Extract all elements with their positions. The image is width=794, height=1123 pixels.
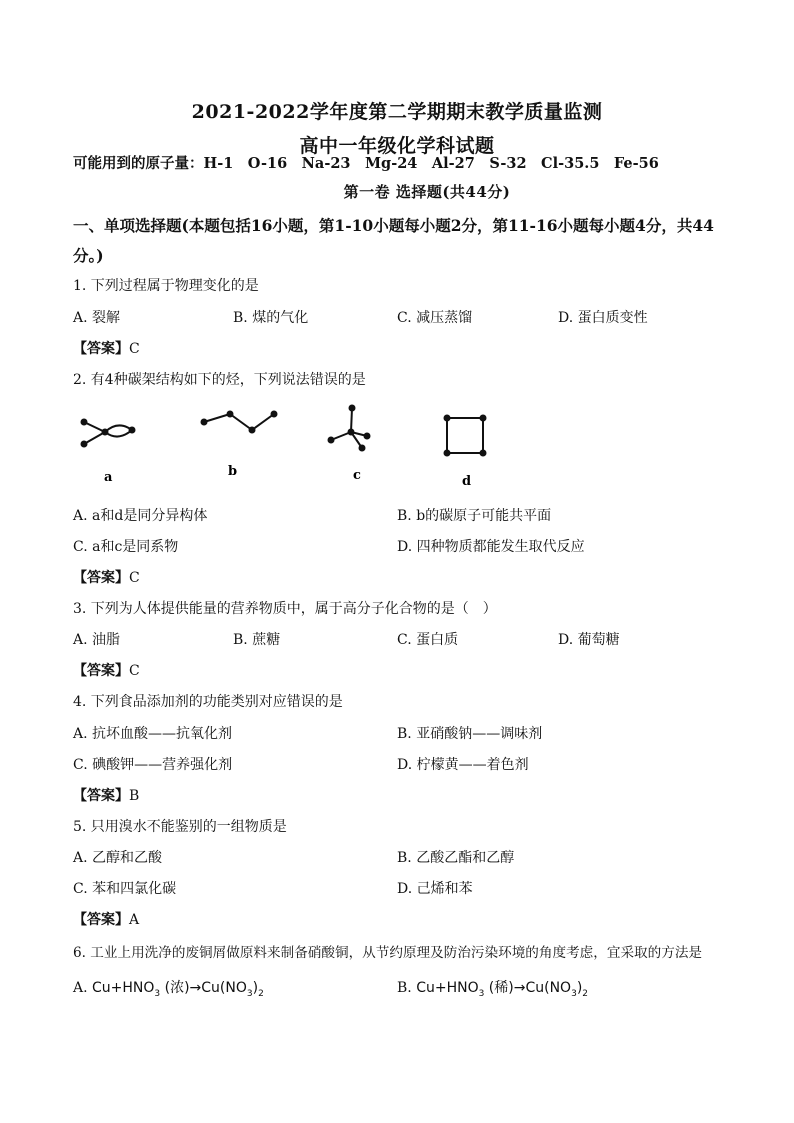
figure-label-c: c [353, 468, 361, 483]
figure-label-d: d [462, 474, 472, 489]
exam-subtitle: 高中一年级化学科试题 [299, 135, 495, 157]
question-3-option-b: B. 蔗糖 [233, 632, 281, 648]
reaction-arrow: → [513, 980, 526, 996]
question-5-stem: 5. 只用溴水不能鉴别的一组物质是 [73, 819, 287, 835]
reaction-arrow: → [189, 980, 202, 996]
answer-value: C [129, 341, 140, 357]
answer-tag: 【答案】 [73, 341, 129, 357]
question-1-option-d: D. 蛋白质变性 [558, 310, 648, 326]
question-2-stem: 2. 有4种碳架结构如下的烃，下列说法错误的是 [73, 372, 366, 388]
product: Cu(NO [201, 980, 247, 996]
product-close: ) [252, 980, 259, 996]
reaction-formula [92, 980, 264, 999]
question-5-option-d: D. 己烯和苯 [397, 881, 473, 897]
reactant: Cu+HNO [92, 980, 155, 996]
question-6-option-a [73, 977, 264, 999]
question-4-option-c: C. 碘酸钾——营养强化剂 [73, 757, 233, 773]
question-1-answer [73, 338, 140, 358]
question-3-stem: 3. 下列为人体提供能量的营养物质中，属于高分子化合物的是（ ） [73, 601, 497, 617]
reactant-subscript: 3 [154, 988, 161, 999]
product-coefficient: 2 [258, 988, 264, 999]
figure-label-b: b [228, 464, 238, 479]
question-4-option-b: B. 亚硝酸钠——调味剂 [397, 726, 543, 742]
question-3-option-d: D. 葡萄糖 [558, 632, 620, 648]
product-coefficient: 2 [582, 988, 589, 999]
figure-label-a: a [104, 470, 113, 485]
question-1-option-b: B. 煤的气化 [233, 310, 309, 326]
section-heading-line1: 一、单项选择题(本题包括16小题，第1-10小题每小题2分，第11-16小题每小题4分，共44 [73, 216, 714, 235]
question-6-option-b [397, 977, 588, 999]
question-3-option-c: C. 蛋白质 [397, 632, 459, 648]
answer-value: B [129, 788, 140, 804]
answer-tag: 【答案】 [73, 663, 129, 679]
product: Cu(NO [525, 980, 572, 996]
product-subscript: 3 [246, 988, 253, 999]
condition: (稀) [488, 980, 514, 996]
exam-title: 2021-2022学年度第二学期期末教学质量监测 [191, 101, 603, 123]
question-2-option-a: A. a和d是同分异构体 [73, 508, 208, 524]
reactant: Cu+HNO [416, 980, 479, 996]
question-6-stem: 6. 工业上用洗净的废铜屑做原料来制备硝酸铜，从节约原理及防治污染环境的角度考虑，宜采取的方法是 [73, 945, 703, 961]
answer-tag: 【答案】 [73, 788, 129, 804]
volume-heading: 第一卷 选择题(共44分) [343, 183, 511, 201]
question-1-option-c: C. 减压蒸馏 [397, 310, 473, 326]
question-1-option-a: A. 裂解 [73, 310, 121, 326]
section-heading-line2: 分。) [73, 246, 104, 265]
question-5-answer [73, 909, 139, 929]
question-1-stem: 1. 下列过程属于物理变化的是 [73, 278, 259, 294]
answer-value: C [129, 570, 140, 586]
question-5-option-b: B. 乙酸乙酯和乙醇 [397, 850, 515, 866]
option-letter: B. [397, 980, 412, 996]
product-subscript: 3 [571, 988, 577, 999]
question-3-answer [73, 660, 140, 680]
condition: (浓) [164, 980, 190, 996]
reaction-formula [416, 980, 589, 999]
reactant-subscript: 3 [478, 988, 485, 999]
question-2-option-d: D. 四种物质都能发生取代反应 [397, 539, 585, 555]
question-2-option-b: B. b的碳原子可能共平面 [397, 508, 552, 524]
question-5-option-c: C. 苯和四氯化碳 [73, 881, 177, 897]
product-close: ) [576, 980, 583, 996]
answer-tag: 【答案】 [73, 570, 129, 586]
question-2-option-c: C. a和c是同系物 [73, 539, 179, 555]
question-4-option-a: A. 抗坏血酸——抗氧化剂 [73, 726, 233, 742]
question-4-answer [73, 785, 139, 805]
carbon-skeleton-figure [70, 400, 530, 492]
answer-value: C [129, 663, 140, 679]
atomic-masses: 可能用到的原子量：H-1 O-16 Na-23 Mg-24 Al-27 S-32 Cl-35.5 Fe-56 [73, 155, 659, 172]
question-3-option-a: A. 油脂 [73, 632, 121, 648]
question-4-stem: 4. 下列食品添加剂的功能类别对应错误的是 [73, 694, 343, 710]
question-2-answer [73, 567, 140, 587]
answer-value: A [129, 912, 140, 928]
answer-tag: 【答案】 [73, 912, 129, 928]
question-5-option-a: A. 乙醇和乙酸 [73, 850, 163, 866]
question-4-option-d: D. 柠檬黄——着色剂 [397, 757, 529, 773]
option-letter: A. [73, 980, 88, 996]
